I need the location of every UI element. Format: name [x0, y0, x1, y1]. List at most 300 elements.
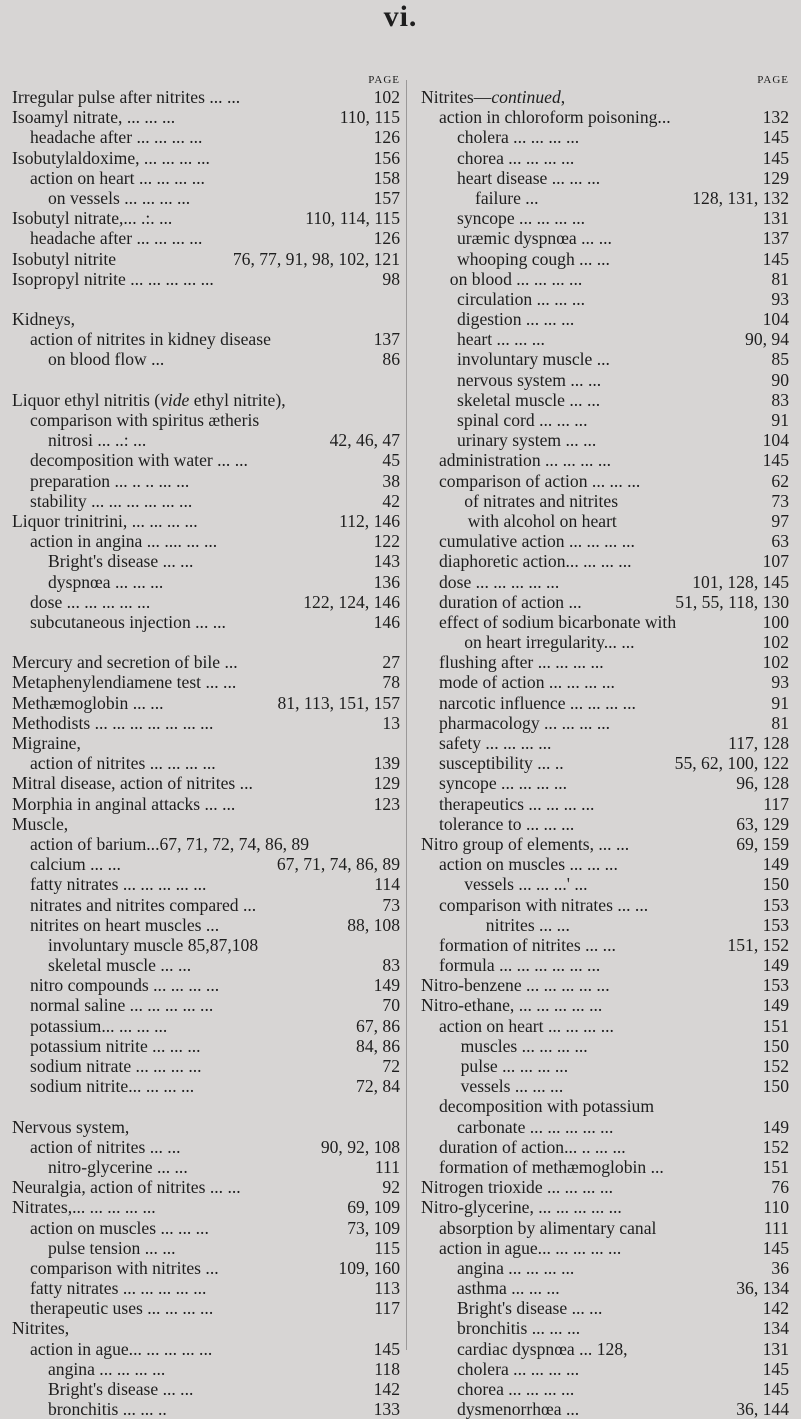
- entry-text: preparation ... .. .. ... ...: [30, 470, 190, 491]
- entry-pages: 150: [762, 874, 789, 895]
- index-entry: [12, 188, 400, 208]
- entry-text: comparison with spiritus ætheris: [30, 410, 260, 430]
- index-entry: [12, 1056, 400, 1076]
- entry-text: Nitro-benzene ... ... ... ... ...: [421, 975, 610, 996]
- entry-pages: 149: [762, 854, 789, 875]
- entry-pages: 81, 113, 151, 157: [277, 692, 400, 713]
- entry-text: stability ... ... ... ... ... ...: [30, 490, 193, 511]
- entry-text: Metaphenylendiamene test ... ...: [12, 672, 237, 693]
- entry-pages: 151: [762, 1156, 789, 1177]
- index-entry: [421, 773, 789, 793]
- index-entry: [421, 895, 789, 915]
- entry-pages: 92: [382, 1177, 400, 1198]
- entry-pages: 69, 109: [347, 1197, 400, 1218]
- entry-text: potassium... ... ... ...: [30, 1015, 168, 1036]
- index-entry: [421, 208, 789, 228]
- entry-text: decomposition with potassium: [439, 1096, 655, 1117]
- entry-pages: 149: [373, 975, 400, 996]
- entry-pages: 109, 160: [338, 1257, 400, 1278]
- entry-text: comparison with nitrites ...: [30, 1257, 219, 1278]
- entry-text: angina ... ... ... ...: [48, 1358, 166, 1379]
- entry-text: Muscle,: [12, 813, 69, 834]
- index-entry: [12, 309, 400, 329]
- index-entry: [421, 794, 789, 814]
- right-column: [421, 74, 789, 1419]
- entry-text: Nervous system,: [12, 1116, 130, 1137]
- entry-text: nitrates and nitrites compared ...: [30, 894, 257, 915]
- index-entry: [12, 87, 400, 107]
- entry-pages: 117, 128: [728, 733, 789, 753]
- entry-text: sodium nitrite... ... ... ...: [30, 1076, 195, 1097]
- index-entry: [12, 592, 400, 612]
- entry-text: chorea ... ... ... ...: [457, 1379, 575, 1399]
- entry-pages: 122, 124, 146: [303, 591, 400, 612]
- entry-text: Bright's disease ... ...: [457, 1298, 603, 1319]
- index-entry: [421, 471, 789, 491]
- entry-text: action on muscles ... ... ...: [30, 1217, 209, 1238]
- entry-text: Bright's disease ... ...: [48, 551, 194, 572]
- entry-pages: 126: [373, 228, 400, 249]
- entry-pages: 70: [382, 995, 400, 1016]
- entry-pages: 98: [382, 268, 400, 289]
- entry-text: heart disease ... ... ...: [457, 167, 601, 188]
- entry-pages: 27: [382, 652, 400, 673]
- index-entry: [421, 491, 789, 511]
- entry-text: pharmacology ... ... ... ...: [439, 712, 611, 733]
- entry-text: of nitrates and nitrites: [464, 490, 619, 511]
- index-entry: [421, 1016, 789, 1036]
- index-entry: [421, 1379, 789, 1399]
- index-entry: [12, 773, 400, 793]
- entry-pages: 62: [771, 470, 789, 491]
- index-entry: [12, 208, 400, 228]
- entry-pages: 85: [771, 349, 789, 370]
- index-entry: [421, 450, 789, 470]
- index-entry: [421, 652, 789, 672]
- entry-pages: 145: [762, 1379, 789, 1399]
- entry-text: duration of action... .. ... ...: [439, 1136, 626, 1157]
- entry-text: circulation ... ... ...: [457, 288, 586, 309]
- index-entry: [421, 511, 789, 531]
- entry-pages: 145: [373, 1338, 400, 1359]
- entry-text: action of nitrites in kidney disease: [30, 329, 271, 350]
- index-entry: [12, 814, 400, 834]
- entry-pages: 149: [762, 955, 789, 976]
- entry-text: chorea ... ... ... ...: [457, 147, 575, 168]
- entry-pages: 69, 159: [736, 833, 789, 854]
- entry-text: Mitral disease, action of nitrites ...: [12, 773, 253, 794]
- index-entry: [421, 1278, 789, 1298]
- entry-pages: 67, 86: [356, 1015, 400, 1036]
- index-entry: [12, 1399, 400, 1419]
- index-entry: [421, 269, 789, 289]
- entry-pages: 145: [762, 127, 789, 148]
- entry-pages: 142: [762, 1298, 789, 1319]
- index-entry: [421, 1117, 789, 1137]
- entry-pages: 91: [771, 410, 789, 430]
- entry-text: potassium nitrite ... ... ...: [30, 1035, 201, 1056]
- entry-pages: 136: [373, 571, 400, 592]
- index-entry: [12, 1238, 400, 1258]
- entry-text: headache after ... ... ... ...: [30, 228, 203, 249]
- left-page-label: PAGE: [368, 74, 400, 86]
- entry-text: safety ... ... ... ...: [439, 733, 552, 753]
- index-entry: [421, 854, 789, 874]
- spacer: [12, 289, 400, 309]
- entry-text: cholera ... ... ... ...: [457, 127, 580, 148]
- entry-pages: 117: [763, 793, 789, 814]
- entry-pages: 90, 92, 108: [320, 1136, 400, 1157]
- entry-text: nervous system ... ...: [457, 369, 602, 390]
- entry-pages: 156: [373, 147, 400, 168]
- entry-text: cholera ... ... ... ...: [457, 1358, 580, 1379]
- entry-pages: 96, 128: [736, 773, 789, 794]
- index-entry: [421, 915, 789, 935]
- entry-pages: 102: [373, 87, 400, 107]
- index-entry: [421, 168, 789, 188]
- entry-pages: 111: [763, 1217, 789, 1238]
- index-entry: [12, 794, 400, 814]
- index-entry: [12, 390, 400, 410]
- entry-pages: 149: [762, 1116, 789, 1137]
- entry-text: skeletal muscle ... ...: [48, 955, 192, 976]
- entry-pages: 72: [382, 1056, 400, 1076]
- entry-text: Nitro group of elements, ... ...: [421, 833, 630, 854]
- index-entry: [421, 1137, 789, 1157]
- entry-pages: 81: [771, 712, 789, 733]
- entry-text: action of nitrites ... ... ... ...: [30, 753, 216, 774]
- entry-pages: 118: [374, 1358, 400, 1379]
- entry-pages: 81: [771, 268, 789, 289]
- index-entry: [421, 592, 789, 612]
- entry-text: whooping cough ... ...: [457, 248, 610, 269]
- entry-text: cumulative action ... ... ... ...: [439, 531, 635, 552]
- index-entry: [12, 491, 400, 511]
- index-entry: [421, 975, 789, 995]
- entry-text: spinal cord ... ... ...: [457, 410, 588, 430]
- entry-text: Isobutyl nitrite: [12, 248, 117, 269]
- entry-pages: 93: [771, 288, 789, 309]
- entry-pages: 104: [762, 430, 789, 451]
- entry-pages: 63: [771, 531, 789, 552]
- entry-pages: 36, 134: [736, 1278, 789, 1299]
- index-entry: [421, 410, 789, 430]
- entry-text: action on muscles ... ... ...: [439, 854, 618, 875]
- index-entry: [12, 1318, 400, 1338]
- entry-text: Kidneys,: [12, 309, 76, 330]
- entry-text: asthma ... ... ...: [457, 1278, 560, 1299]
- index-entry: [12, 955, 400, 975]
- index-entry: [421, 249, 789, 269]
- entry-text: dose ... ... ... ... ...: [439, 571, 560, 592]
- entry-pages: 102: [762, 652, 789, 673]
- entry-pages: 90, 94: [745, 329, 789, 350]
- entry-pages: 150: [762, 1035, 789, 1056]
- index-entry: [421, 693, 789, 713]
- entry-text: action in ague... ... ... ... ...: [439, 1237, 622, 1258]
- entry-text: Nitro-ethane, ... ... ... ... ...: [421, 995, 603, 1016]
- index-entry: [421, 995, 789, 1015]
- entry-text: vessels ... ... ...: [460, 1076, 564, 1097]
- entry-text: fatty nitrates ... ... ... ... ...: [30, 1278, 207, 1299]
- entry-text: formation of nitrites ... ...: [439, 934, 616, 955]
- index-entry: [12, 1218, 400, 1238]
- index-entry: [12, 1016, 400, 1036]
- entry-text: sodium nitrate ... ... ... ...: [30, 1056, 202, 1076]
- index-entry: [421, 1056, 789, 1076]
- entry-text: involuntary muscle 85,87,108: [48, 934, 259, 955]
- entry-pages: 84, 86: [356, 1035, 400, 1056]
- entry-pages: 122: [373, 531, 400, 552]
- entry-pages: 73: [771, 490, 789, 511]
- entry-pages: 115: [374, 1237, 400, 1258]
- index-entry: [12, 834, 400, 854]
- left-entries: [12, 87, 400, 1419]
- entry-pages: 133: [373, 1399, 400, 1419]
- entry-pages: 157: [373, 187, 400, 208]
- entry-text: Mercury and secretion of bile ...: [12, 652, 238, 673]
- entry-text: Methodists ... ... ... ... ... ... ...: [12, 712, 214, 733]
- entry-pages: 55, 62, 100, 122: [674, 753, 789, 774]
- spacer: [12, 370, 400, 390]
- entry-text: nitrites ... ...: [485, 914, 570, 935]
- entry-text: Isopropyl nitrite ... ... ... ... ...: [12, 268, 214, 289]
- entry-pages: 42, 46, 47: [329, 430, 400, 451]
- index-entry: [12, 995, 400, 1015]
- index-entry: [12, 249, 400, 269]
- entry-pages: 83: [382, 955, 400, 976]
- entry-pages: 88, 108: [347, 914, 400, 935]
- entry-text: Isobutyl nitrate,... .:. ...: [12, 208, 173, 229]
- entry-text: nitro-glycerine ... ...: [48, 1156, 188, 1177]
- entry-pages: 76: [771, 1177, 789, 1198]
- entry-pages: 143: [373, 551, 400, 572]
- index-entry: [421, 1318, 789, 1338]
- column-divider: [406, 80, 407, 1350]
- index-entry: [12, 148, 400, 168]
- index-entry: [421, 1339, 789, 1359]
- entry-pages: 63, 129: [736, 813, 789, 834]
- entry-text: bronchitis ... ... ...: [457, 1318, 581, 1339]
- entry-pages: 91: [771, 692, 789, 713]
- index-entry: [12, 1298, 400, 1318]
- entry-text: on heart irregularity... ...: [464, 632, 635, 653]
- index-entry: [12, 1278, 400, 1298]
- entry-pages: 73, 109: [347, 1217, 400, 1238]
- entry-pages: 111: [374, 1156, 400, 1177]
- entry-pages: 152: [762, 1136, 789, 1157]
- entry-pages: 142: [373, 1379, 400, 1399]
- entry-text: pulse tension ... ...: [48, 1237, 176, 1258]
- entry-pages: 153: [762, 894, 789, 915]
- index-entry: [12, 228, 400, 248]
- entry-text: uræmic dyspnœa ... ...: [457, 228, 612, 249]
- index-entry: [12, 1379, 400, 1399]
- entry-text: cardiac dyspnœa ... 128,: [457, 1338, 628, 1359]
- entry-text: duration of action ...: [439, 591, 582, 612]
- entry-pages: 90: [771, 369, 789, 390]
- index-entry: [421, 1157, 789, 1177]
- entry-text: absorption by alimentary canal: [439, 1217, 657, 1238]
- entry-text: Isobutylaldoxime, ... ... ... ...: [12, 147, 210, 168]
- index-entry: [421, 188, 789, 208]
- entry-text: bronchitis ... ... ..: [48, 1399, 167, 1419]
- entry-text: digestion ... ... ...: [457, 309, 575, 330]
- entry-text: formula ... ... ... ... ... ...: [439, 955, 601, 976]
- entry-text: susceptibility ... ..: [439, 753, 564, 774]
- entry-pages: 137: [373, 329, 400, 350]
- index-entry: [12, 672, 400, 692]
- entry-pages: 107: [762, 551, 789, 572]
- entry-pages: 78: [382, 672, 400, 693]
- entry-pages: 110, 115: [339, 107, 400, 128]
- entry-text: action of nitrites ... ...: [30, 1136, 181, 1157]
- entry-text: Irregular pulse after nitrites ... ...: [12, 87, 241, 107]
- entry-pages: 101, 128, 145: [692, 571, 789, 592]
- index-entry: [421, 309, 789, 329]
- index-entry: [12, 975, 400, 995]
- entry-pages: 151: [762, 1015, 789, 1036]
- index-entry: [421, 874, 789, 894]
- entry-text: Neuralgia, action of nitrites ... ...: [12, 1177, 241, 1198]
- entry-text: pulse ... ... ... ...: [460, 1056, 569, 1076]
- index-entry: [421, 1359, 789, 1379]
- entry-pages: 145: [762, 1358, 789, 1379]
- entry-pages: 38: [382, 470, 400, 491]
- entry-pages: 110, 114, 115: [305, 208, 400, 229]
- index-entry: [421, 148, 789, 168]
- entry-pages: 151, 152: [727, 934, 789, 955]
- index-entry: [12, 1137, 400, 1157]
- entry-text: action in chloroform poisoning...: [439, 107, 671, 128]
- entry-pages: 150: [762, 1076, 789, 1097]
- entry-text: syncope ... ... ... ...: [439, 773, 568, 794]
- entry-text: comparison with nitrates ... ...: [439, 894, 649, 915]
- entry-text: Liquor trinitrini, ... ... ... ...: [12, 510, 198, 531]
- index-entry: [12, 430, 400, 450]
- entry-pages: 104: [762, 309, 789, 330]
- index-entry: [12, 854, 400, 874]
- index-entry: [421, 1218, 789, 1238]
- entry-pages: 100: [762, 611, 789, 632]
- index-entry: [421, 349, 789, 369]
- index-entry: [421, 814, 789, 834]
- entry-text: tolerance to ... ... ...: [439, 813, 575, 834]
- entry-pages: 128, 131, 132: [692, 187, 789, 208]
- index-entry: [421, 1197, 789, 1217]
- index-entry: [12, 935, 400, 955]
- entry-pages: 139: [373, 753, 400, 774]
- index-entry: [12, 1117, 400, 1137]
- entry-text: action in angina ... .... ... ...: [30, 531, 218, 552]
- entry-text: diaphoretic action... ... ... ...: [439, 551, 632, 572]
- index-entry: [421, 834, 789, 854]
- entry-pages: 145: [762, 1237, 789, 1258]
- entry-pages: 97: [771, 510, 789, 531]
- index-entry: [421, 107, 789, 127]
- index-entry: [12, 1359, 400, 1379]
- right-entries: [421, 87, 789, 1419]
- entry-text: Nitrites,: [12, 1318, 70, 1339]
- entry-pages: 102: [762, 632, 789, 653]
- index-entry: [12, 1177, 400, 1197]
- index-entry: [12, 733, 400, 753]
- index-entry: [421, 733, 789, 753]
- entry-pages: 152: [762, 1056, 789, 1076]
- entry-pages: 76, 77, 91, 98, 102, 121: [232, 248, 400, 269]
- index-entry: [12, 1036, 400, 1056]
- index-entry: [12, 652, 400, 672]
- index-entry: [421, 370, 789, 390]
- entry-pages: 145: [762, 147, 789, 168]
- index-entry: [12, 915, 400, 935]
- index-entry: [12, 450, 400, 470]
- entry-text: involuntary muscle ...: [457, 349, 610, 370]
- entry-text: therapeutic uses ... ... ... ...: [30, 1298, 214, 1319]
- index-entry: [12, 269, 400, 289]
- index-entry: [12, 471, 400, 491]
- entry-text: Nitrogen trioxide ... ... ... ...: [421, 1177, 614, 1198]
- index-entry: [421, 713, 789, 733]
- index-entry: [421, 1258, 789, 1278]
- entry-pages: 36, 144: [736, 1399, 789, 1419]
- index-entry: [421, 1399, 789, 1419]
- entry-text: Nitrates,... ... ... ... ...: [12, 1197, 156, 1218]
- index-entry: [421, 228, 789, 248]
- entry-pages: 36: [771, 1257, 789, 1278]
- index-entry: [421, 935, 789, 955]
- entry-pages: 129: [762, 167, 789, 188]
- index-entry: [12, 1157, 400, 1177]
- entry-pages: 110: [763, 1197, 789, 1218]
- entry-text: action in ague... ... ... ... ...: [30, 1338, 213, 1359]
- entry-text: therapeutics ... ... ... ...: [439, 793, 595, 814]
- entry-text: heart ... ... ...: [457, 329, 545, 350]
- entry-pages: 132: [762, 107, 789, 128]
- index-entry: [12, 1258, 400, 1278]
- index-entry: [12, 107, 400, 127]
- entry-pages: 153: [762, 975, 789, 996]
- index-entry: [421, 1298, 789, 1318]
- entry-pages: 126: [373, 127, 400, 148]
- entry-text: Methæmoglobin ... ...: [12, 692, 164, 713]
- entry-pages: 129: [373, 773, 400, 794]
- index-entry: [12, 693, 400, 713]
- entry-text: vessels ... ... ...' ...: [464, 874, 588, 895]
- entry-text: flushing after ... ... ... ...: [439, 652, 604, 673]
- entry-text: mode of action ... ... ... ...: [439, 672, 615, 693]
- index-entry: [12, 531, 400, 551]
- entry-pages: 112, 146: [339, 510, 400, 531]
- entry-pages: 86: [382, 349, 400, 370]
- entry-text: decomposition with water ... ...: [30, 450, 248, 471]
- index-entry: [12, 572, 400, 592]
- entry-text: action on heart ... ... ... ...: [30, 167, 205, 188]
- entry-pages: 146: [373, 611, 400, 632]
- entry-text: subcutaneous injection ... ...: [30, 611, 226, 632]
- entry-text: dysmenorrhœa ...: [457, 1399, 580, 1419]
- left-column: [12, 74, 400, 1419]
- index-entry: [12, 127, 400, 147]
- index-entry: [421, 572, 789, 592]
- entry-pages: 153: [762, 914, 789, 935]
- index-entry: [12, 511, 400, 531]
- entry-text: on vessels ... ... ... ...: [48, 187, 191, 208]
- entry-text: fatty nitrates ... ... ... ... ...: [30, 874, 207, 895]
- index-entry: [12, 329, 400, 349]
- right-page-label: PAGE: [757, 74, 789, 86]
- entry-pages: 131: [762, 208, 789, 229]
